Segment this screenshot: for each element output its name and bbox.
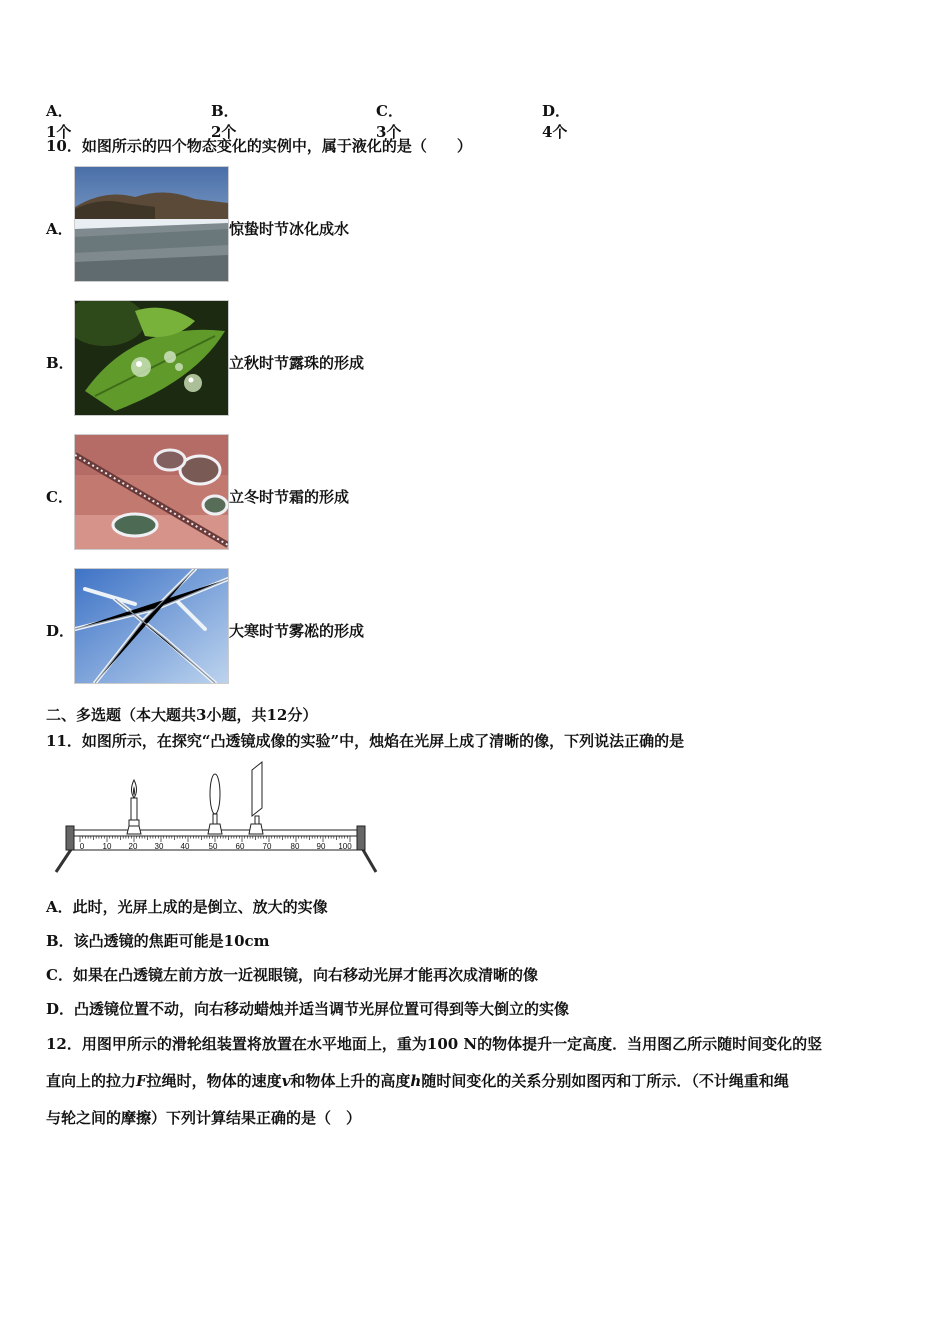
- q12-line1: 12．用图甲所示的滑轮组装置将放置在水平地面上，重为100 N的物体提升一定高度．当用图乙所示随时间变化的竖: [46, 1035, 823, 1053]
- q9-option-c: C．3个: [376, 102, 403, 141]
- q11-option-b: B．该凸透镜的焦距可能是10cm: [46, 932, 270, 950]
- q10-option-d-text: 大寒时节雾凇的形成: [229, 622, 365, 640]
- ruler-tick-label: 30: [154, 842, 164, 851]
- q11-option-d: D．凸透镜位置不动，向右移动蜡烛并适当调节光屏位置可得到等大倒立的实像: [46, 1000, 570, 1018]
- q12-line2-c: 和物体上升的高度: [290, 1072, 411, 1090]
- var-h: h: [410, 1072, 422, 1090]
- q10-stem: 10．如图所示的四个物态变化的实例中，属于液化的是（ ）: [46, 137, 472, 155]
- ruler-tick-label: 90: [316, 842, 326, 851]
- section-heading: 二、多选题（本大题共3小题，共12分）: [46, 706, 318, 724]
- q10-option-c-letter: C．: [46, 488, 73, 506]
- q10-option-a-letter: A．: [46, 220, 73, 238]
- var-f: F: [136, 1072, 147, 1090]
- candle: [127, 780, 141, 834]
- convex-lens: [208, 774, 222, 834]
- ruler-tick-label: 100: [338, 842, 352, 851]
- ruler-tick-label: 80: [290, 842, 300, 851]
- ruler-tick-label: 20: [128, 842, 138, 851]
- photo-frost: [74, 434, 229, 550]
- q10-option-a-text: 惊蛰时节冰化成水: [229, 220, 350, 238]
- q11-option-c: C．如果在凸透镜左前方放一近视眼镜，向右移动光屏才能再次成清晰的像: [46, 966, 538, 984]
- q10-option-d-letter: D．: [46, 622, 75, 640]
- ruler-tick-label: 60: [235, 842, 245, 851]
- q10-option-b-letter: B．: [46, 354, 74, 372]
- ruler-tick-label: 70: [262, 842, 272, 851]
- photo-rime: [74, 568, 229, 684]
- q11-option-a: A．此时，光屏上成的是倒立、放大的实像: [46, 898, 328, 916]
- q10-option-b-text: 立秋时节露珠的形成: [229, 354, 365, 372]
- q12-line3: 与轮之间的摩擦）下列计算结果正确的是（ ）: [46, 1109, 362, 1127]
- optical-bench-diagram: [54, 760, 380, 878]
- ruler-tick-label: 40: [180, 842, 190, 851]
- q9-option-b: B．2个: [211, 102, 239, 141]
- q10-option-c-text: 立冬时节霜的形成: [229, 488, 350, 506]
- q12-line2-a: 直向上的拉力: [46, 1072, 137, 1090]
- q9-option-a: A．1个: [46, 102, 73, 141]
- var-v: v: [281, 1072, 291, 1090]
- light-screen: [249, 762, 263, 834]
- photo-melting-ice: [74, 166, 229, 282]
- photo-dew-drops: [74, 300, 229, 416]
- ruler-tick-label: 10: [102, 842, 112, 851]
- ruler-tick-label: 0: [79, 842, 85, 851]
- q12-line2-b: 拉绳时，物体的速度: [146, 1072, 282, 1090]
- q12-line2-d: 随时间变化的关系分别如图丙和丁所示．（不计绳重和绳: [421, 1072, 789, 1090]
- q11-stem: 11．如图所示，在探究“凸透镜成像的实验”中，烛焰在光屏上成了清晰的像，下列说法正确的是: [46, 732, 685, 750]
- ruler-tick-label: 50: [208, 842, 218, 851]
- q9-option-d: D．4个: [542, 102, 571, 141]
- q12-line2: [46, 1070, 789, 1091]
